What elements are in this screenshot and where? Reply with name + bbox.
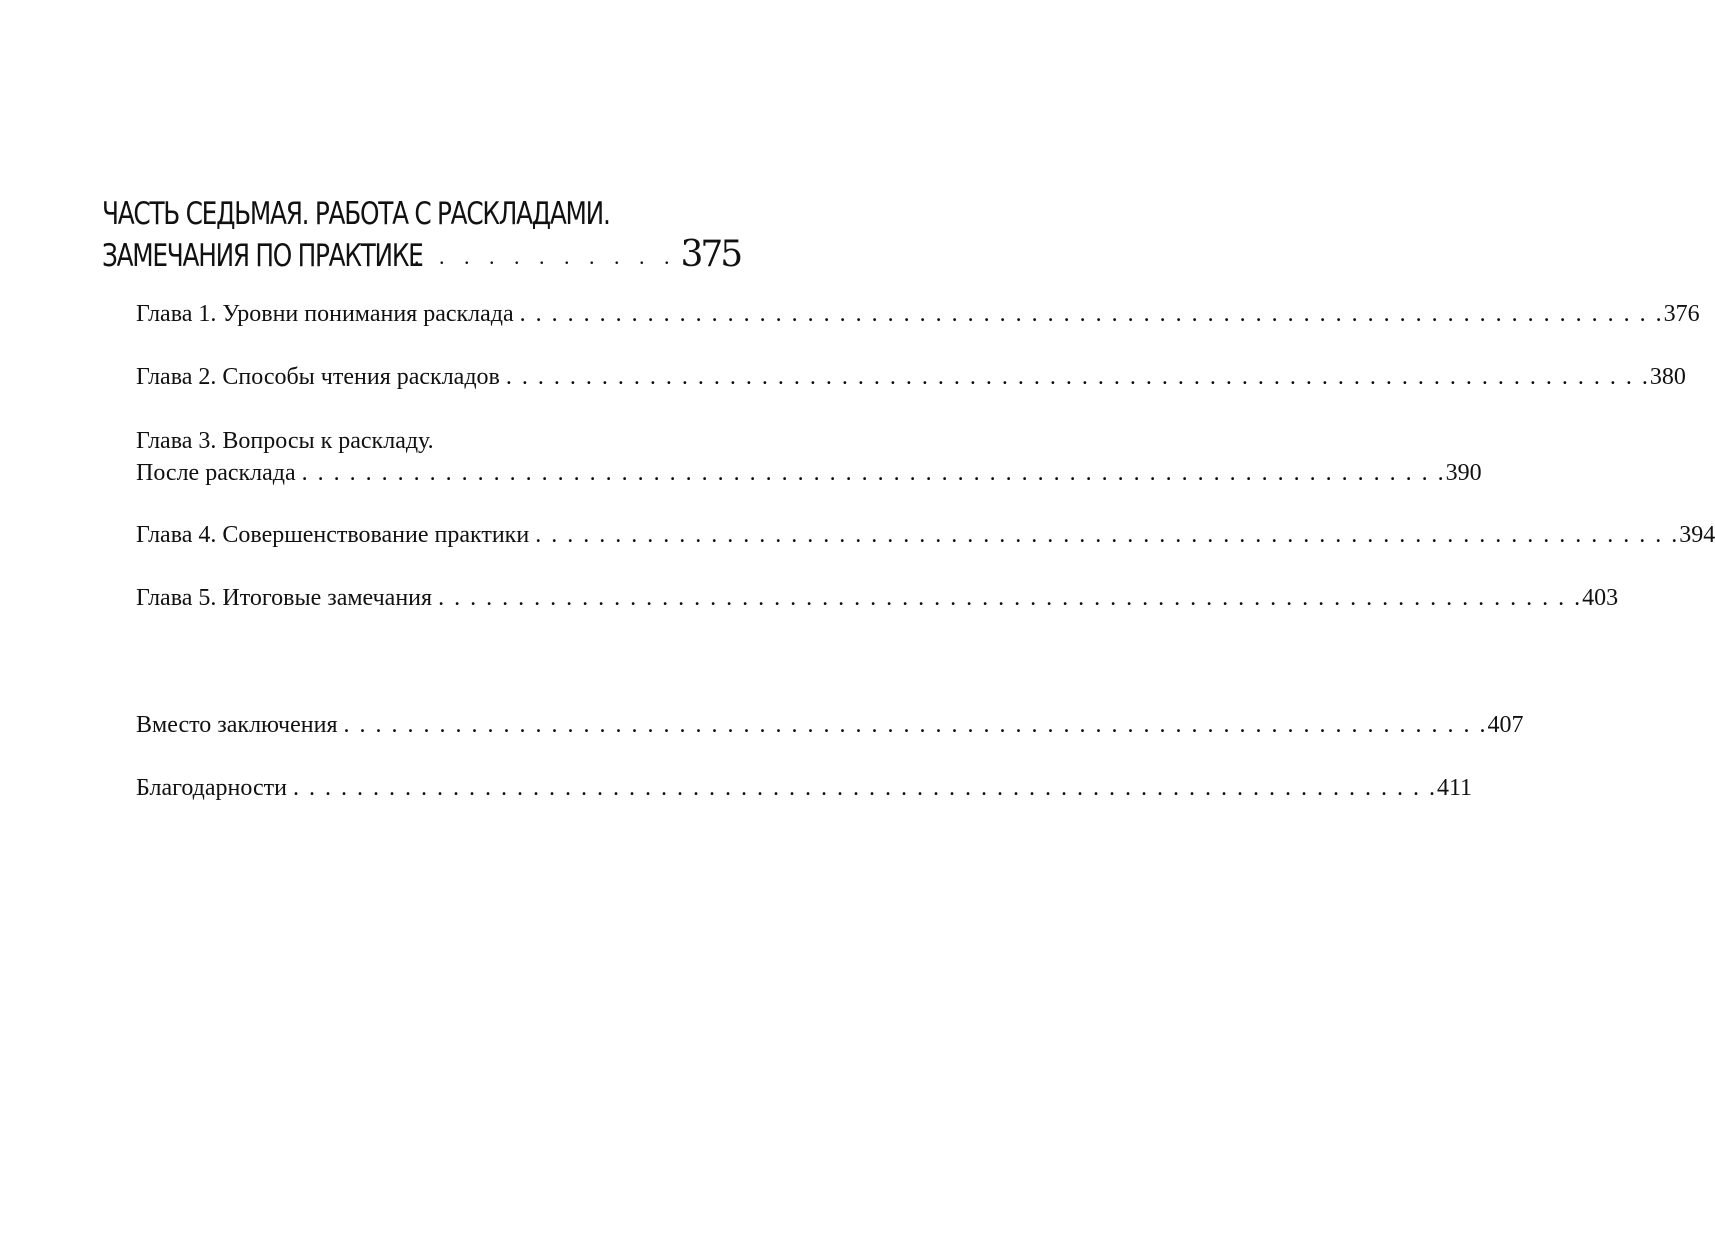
page-number: 376 <box>1663 301 1700 327</box>
dot-leader <box>500 361 1650 393</box>
toc-entry-chapter-5[interactable] <box>136 582 1619 614</box>
dot-leader: . . . . . . . . . . . <box>414 244 677 269</box>
section-title: Благодарности <box>136 775 287 801</box>
chapter-title: Глава 2. Способы чтения раскладов <box>136 364 500 390</box>
page-number: 403 <box>1582 585 1619 611</box>
part-title-line2: ЗАМЕЧАНИЯ ПО ПРАКТИКЕ <box>102 238 423 274</box>
chapter-title: Глава 4. Совершенствование практики <box>136 522 530 548</box>
part-title-line1: ЧАСТЬ СЕДЬМАЯ. РАБОТА С РАСКЛАДАМИ. <box>102 196 610 232</box>
chapter-title-line1: Глава 3. Вопросы к раскладу. <box>136 428 434 454</box>
page-number: 411 <box>1436 775 1473 801</box>
toc-entry-chapter-1[interactable] <box>136 298 1700 330</box>
chapter-title-line2: После расклада <box>136 460 296 486</box>
page-number: 394 <box>1679 522 1715 548</box>
part-heading <box>102 196 741 278</box>
chapter-title: Глава 1. Уровни понимания расклада <box>136 301 514 327</box>
toc-entry-conclusion[interactable] <box>136 709 1524 741</box>
dot-leader <box>338 709 1488 741</box>
page-number: 380 <box>1649 364 1686 390</box>
toc-entry-chapter-2[interactable] <box>136 361 1686 393</box>
part-page-number: 375 <box>680 234 741 275</box>
dot-leader <box>296 457 1446 489</box>
toc-entry-acknowledgements[interactable] <box>136 772 1473 804</box>
chapter-title: Глава 5. Итоговые замечания <box>136 585 433 611</box>
toc-entry-chapter-3[interactable] <box>136 425 1482 489</box>
section-title: Вместо заключения <box>136 712 338 738</box>
part-title-row <box>102 234 741 278</box>
dot-leader <box>432 582 1582 614</box>
dot-leader <box>514 298 1664 330</box>
page-number: 407 <box>1487 712 1524 738</box>
dot-leader <box>287 772 1437 804</box>
page-number: 390 <box>1445 460 1482 486</box>
toc-entry-chapter-4[interactable] <box>136 519 1715 551</box>
dot-leader <box>529 519 1679 551</box>
